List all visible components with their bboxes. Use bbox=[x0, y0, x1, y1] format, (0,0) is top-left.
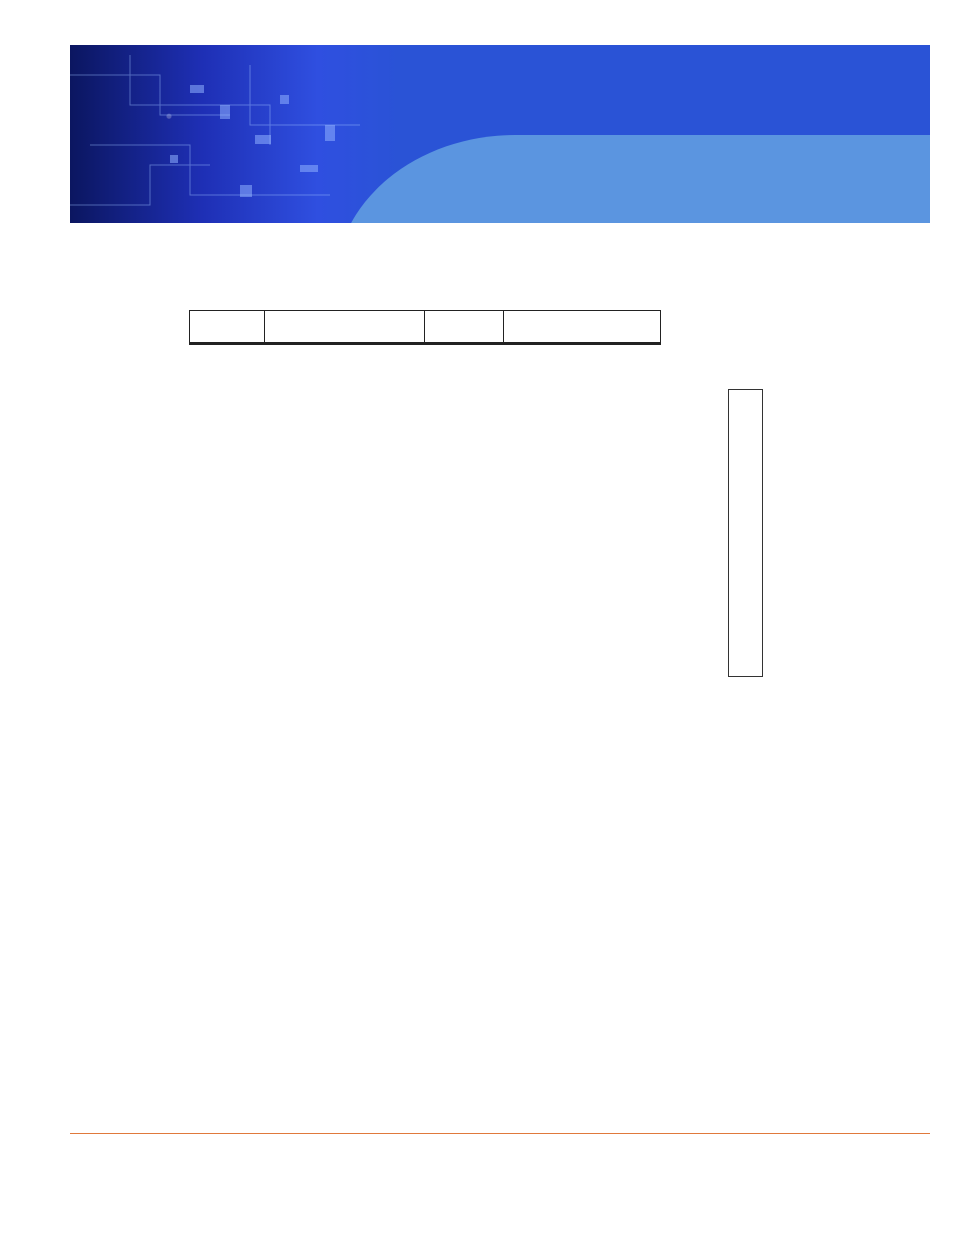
header-pin-1 bbox=[190, 311, 265, 344]
circuit-board-image bbox=[70, 45, 400, 223]
table-header-row bbox=[190, 311, 661, 344]
header-pin-2 bbox=[425, 311, 504, 344]
circuit-board-graphic bbox=[70, 45, 400, 223]
header-assignment-1 bbox=[265, 311, 425, 344]
header-assignment-2 bbox=[504, 311, 661, 344]
ide-pin-assignment-table bbox=[189, 310, 661, 345]
banner-curve-shape bbox=[335, 135, 930, 223]
connector-pins-graphic bbox=[729, 390, 764, 678]
ide-connector-diagram bbox=[728, 389, 763, 677]
header-banner bbox=[70, 45, 930, 223]
footer-divider bbox=[70, 1133, 930, 1134]
